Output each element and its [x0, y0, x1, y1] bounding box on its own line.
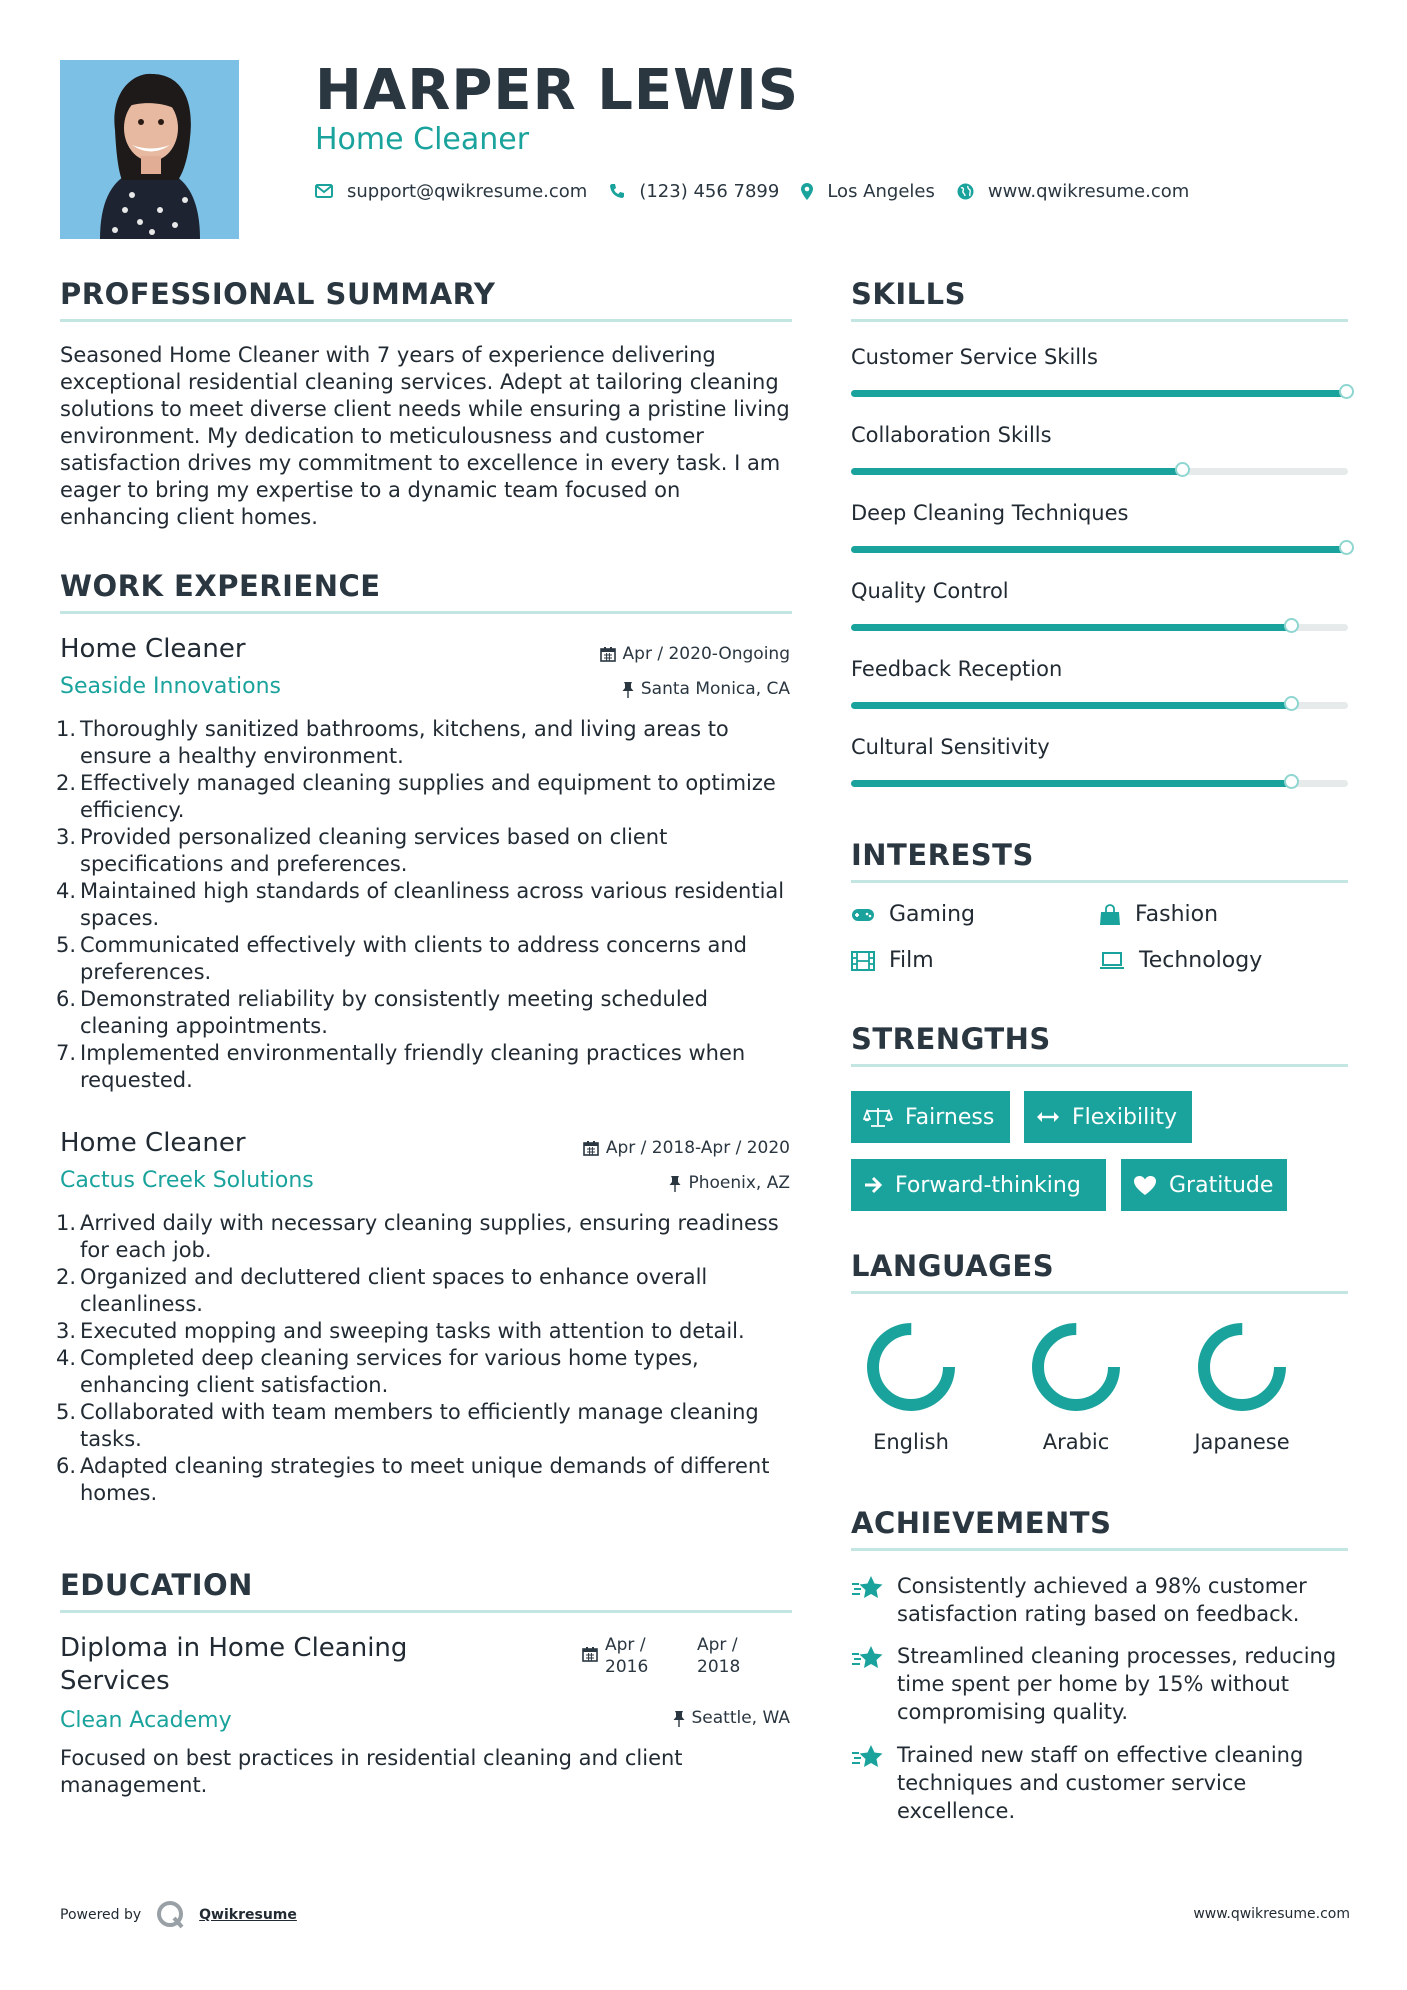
- contact-website[interactable]: [957, 181, 1189, 202]
- skill-bar-knob: [1284, 696, 1299, 711]
- list-item: 4. Maintained high standards of cleanliness across various residential spaces.: [55, 879, 785, 930]
- skill-bar: [851, 390, 1348, 397]
- skill-bar-fill: [851, 780, 1293, 787]
- shopping-bag-icon: [1099, 904, 1121, 926]
- achievement-item: [851, 1572, 1351, 1628]
- list-item: 4. Completed deep cleaning services for various home types, enhancing client satisfaction.: [55, 1346, 699, 1397]
- degree-title: Diploma in Home Cleaning Services: [60, 1633, 408, 1696]
- profile-photo: [60, 60, 239, 239]
- language-item: [1006, 1317, 1146, 1455]
- achievement-text: Streamlined cleaning processes, reducing time spent per home by 15% without compromising quality.: [897, 1644, 1337, 1724]
- skill-bar: [851, 624, 1348, 631]
- strength-label: Fairness: [905, 1104, 995, 1130]
- skill-label: Cultural Sensitivity: [851, 735, 1050, 759]
- achievement-text: Consistently achieved a 98% customer satisfaction rating based on feedback.: [897, 1574, 1307, 1626]
- job-title: Home Cleaner: [60, 634, 246, 664]
- interest-label: Technology: [1139, 948, 1263, 973]
- language-item: [1172, 1317, 1312, 1455]
- pushpin-icon: [673, 1710, 685, 1727]
- summary-rule: [60, 319, 792, 322]
- strength-chip-fairness: [851, 1091, 1010, 1143]
- laptop-icon: [1099, 952, 1125, 970]
- language-label: Japanese: [1194, 1430, 1290, 1454]
- experience-rule: [60, 611, 792, 614]
- heart-icon: [1133, 1175, 1157, 1196]
- skill-bar-fill: [851, 390, 1348, 397]
- interests-heading: INTERESTS: [851, 838, 1034, 872]
- powered-by-text: Powered by: [60, 1907, 142, 1923]
- summary-text: Seasoned Home Cleaner with 7 years of experience delivering exceptional residential cleaning services. Adept at tailoring cleaning solutions to meet diverse client needs while ensuring a pristine living environment. My dedication to meticulousness and customer satisfaction drives my commitment to excellence in every task. I am eager to bring my expertise to a dynamic team focused on enhancing client homes.: [60, 343, 790, 529]
- arrow-right-icon: [863, 1176, 883, 1194]
- skill-bar-fill: [851, 546, 1348, 553]
- job-dates-text: Apr / 2020-Ongoing: [622, 644, 790, 664]
- interest-technology: [1099, 947, 1262, 975]
- film-icon: [851, 951, 875, 971]
- pushpin-icon: [669, 1175, 681, 1192]
- list-item: 2. Organized and decluttered client spaces to enhance overall cleanliness.: [55, 1265, 708, 1316]
- skill-bar: [851, 702, 1348, 709]
- education-heading: EDUCATION: [60, 1568, 253, 1602]
- skill-bar-fill: [851, 702, 1293, 709]
- list-item: 6. Adapted cleaning strategies to meet unique demands of different homes.: [55, 1454, 770, 1505]
- skill-bar-fill: [851, 624, 1293, 631]
- strength-chip-gratitude: [1121, 1159, 1287, 1211]
- languages-rule: [851, 1291, 1348, 1294]
- education-start: Apr / 2016: [605, 1635, 649, 1677]
- globe-icon: [957, 183, 974, 200]
- list-item: 6. Demonstrated reliability by consistently meeting scheduled cleaning appointments.: [55, 987, 708, 1038]
- language-label: English: [873, 1430, 949, 1454]
- interest-label: Film: [889, 948, 934, 973]
- job-location-text: Santa Monica, CA: [640, 679, 790, 699]
- language-ring: [1192, 1317, 1292, 1417]
- job-location-text: Phoenix, AZ: [688, 1173, 790, 1193]
- qwikresume-logo-icon: [155, 1900, 187, 1930]
- skill-bar-knob: [1339, 384, 1354, 399]
- brand-link[interactable]: Qwikresume: [199, 1907, 297, 1923]
- strengths-rule: [851, 1064, 1348, 1067]
- skill-label: Deep Cleaning Techniques: [851, 501, 1129, 525]
- candidate-name: HARPER LEWIS: [315, 58, 800, 123]
- job-company: Cactus Creek Solutions: [60, 1168, 314, 1193]
- language-ring: [861, 1317, 961, 1417]
- skill-label: Customer Service Skills: [851, 345, 1098, 369]
- phone-icon: [609, 183, 625, 199]
- skill-bar-fill: [851, 468, 1184, 475]
- strengths-heading: STRENGTHS: [851, 1022, 1051, 1056]
- job-title: Home Cleaner: [60, 1128, 246, 1158]
- skill-bar-knob: [1175, 462, 1190, 477]
- arrows-horizontal-icon: [1036, 1110, 1060, 1124]
- list-item: 5. Collaborated with team members to efficiently manage cleaning tasks.: [55, 1400, 759, 1451]
- education-rule: [60, 1610, 792, 1613]
- languages-heading: LANGUAGES: [851, 1249, 1055, 1283]
- contact-phone[interactable]: [609, 181, 779, 202]
- language-item: [841, 1317, 981, 1455]
- job-location: [622, 678, 790, 700]
- job-bullets: [48, 716, 793, 1094]
- skill-label: Collaboration Skills: [851, 423, 1052, 447]
- job-dates: [583, 1137, 790, 1159]
- skill-label: Feedback Reception: [851, 657, 1063, 681]
- calendar-icon: [600, 646, 616, 662]
- education-location-text: Seattle, WA: [691, 1708, 790, 1728]
- list-item: 3. Provided personalized cleaning services based on client specifications and preferences.: [55, 825, 668, 876]
- contact-email-text: support@qwikresume.com: [347, 180, 588, 202]
- calendar-icon: [582, 1646, 598, 1662]
- contact-bar: [315, 178, 1211, 204]
- strength-label: Gratitude: [1169, 1172, 1274, 1198]
- language-label: Arabic: [1042, 1430, 1110, 1454]
- strength-label: Flexibility: [1072, 1104, 1177, 1130]
- footer-powered-by: [60, 1900, 297, 1930]
- achievements-rule: [851, 1548, 1348, 1551]
- strength-chip-flexibility: [1024, 1091, 1192, 1143]
- achievement-text: Trained new staff on effective cleaning techniques and customer service excellence.: [897, 1743, 1304, 1823]
- balance-scale-icon: [863, 1106, 893, 1128]
- school-name: Clean Academy: [60, 1708, 232, 1733]
- interest-label: Fashion: [1135, 902, 1219, 927]
- achievement-item: [851, 1642, 1351, 1726]
- skill-bar-knob: [1284, 774, 1299, 789]
- gamepad-icon: [851, 907, 875, 923]
- job-dates-text: Apr / 2018-Apr / 2020: [605, 1138, 790, 1158]
- list-item: 5. Communicated effectively with clients to address concerns and preferences.: [55, 933, 747, 984]
- education-location: [673, 1707, 791, 1729]
- contact-location: [801, 181, 935, 202]
- achievements-heading: ACHIEVEMENTS: [851, 1506, 1112, 1540]
- education-dates: [582, 1634, 759, 1678]
- language-ring: [1026, 1317, 1126, 1417]
- skill-label: Quality Control: [851, 579, 1009, 603]
- job-location: [669, 1172, 790, 1194]
- star-award-icon: [851, 1743, 885, 1771]
- education-description: Focused on best practices in residential cleaning and client management.: [60, 1746, 683, 1797]
- job-dates: [600, 643, 790, 665]
- experience-heading: WORK EXPERIENCE: [60, 569, 381, 603]
- interests-rule: [851, 880, 1348, 883]
- star-award-icon: [851, 1644, 885, 1672]
- skill-bar: [851, 546, 1348, 553]
- skill-bar-knob: [1339, 540, 1354, 555]
- interest-gaming: [851, 901, 975, 929]
- skills-heading: SKILLS: [851, 277, 966, 311]
- strength-chip-forward-thinking: [851, 1159, 1106, 1211]
- list-item: 1. Thoroughly sanitized bathrooms, kitchens, and living areas to ensure a healthy environment.: [55, 717, 729, 768]
- skill-bar-knob: [1284, 618, 1299, 633]
- job-bullets: [48, 1210, 793, 1507]
- envelope-icon: [315, 184, 333, 198]
- interest-fashion: [1099, 901, 1218, 929]
- contact-website-text: www.qwikresume.com: [987, 180, 1190, 202]
- education-end: Apr / 2018: [697, 1635, 741, 1677]
- contact-phone-text: (123) 456 7899: [639, 180, 780, 202]
- skill-bar: [851, 468, 1348, 475]
- skills-rule: [851, 319, 1348, 322]
- footer-website[interactable]: www.qwikresume.com: [1193, 1906, 1350, 1922]
- star-award-icon: [851, 1574, 885, 1602]
- contact-email[interactable]: [315, 181, 587, 202]
- contact-location-text: Los Angeles: [827, 180, 935, 202]
- list-item: 3. Executed mopping and sweeping tasks with attention to detail.: [55, 1319, 745, 1343]
- calendar-icon: [583, 1140, 599, 1156]
- interest-film: [851, 947, 934, 975]
- candidate-role: Home Cleaner: [315, 122, 530, 157]
- list-item: 7. Implemented environmentally friendly cleaning practices when requested.: [55, 1041, 746, 1092]
- map-marker-icon: [801, 183, 813, 200]
- interest-label: Gaming: [889, 902, 975, 927]
- list-item: 1. Arrived daily with necessary cleaning supplies, ensuring readiness for each job.: [55, 1211, 779, 1262]
- achievement-item: [851, 1741, 1351, 1825]
- strength-label: Forward-thinking: [895, 1172, 1081, 1198]
- pushpin-icon: [622, 681, 634, 698]
- list-item: 2. Effectively managed cleaning supplies and equipment to optimize efficiency.: [55, 771, 776, 822]
- job-company: Seaside Innovations: [60, 674, 281, 699]
- summary-heading: PROFESSIONAL SUMMARY: [60, 277, 496, 311]
- skill-bar: [851, 780, 1348, 787]
